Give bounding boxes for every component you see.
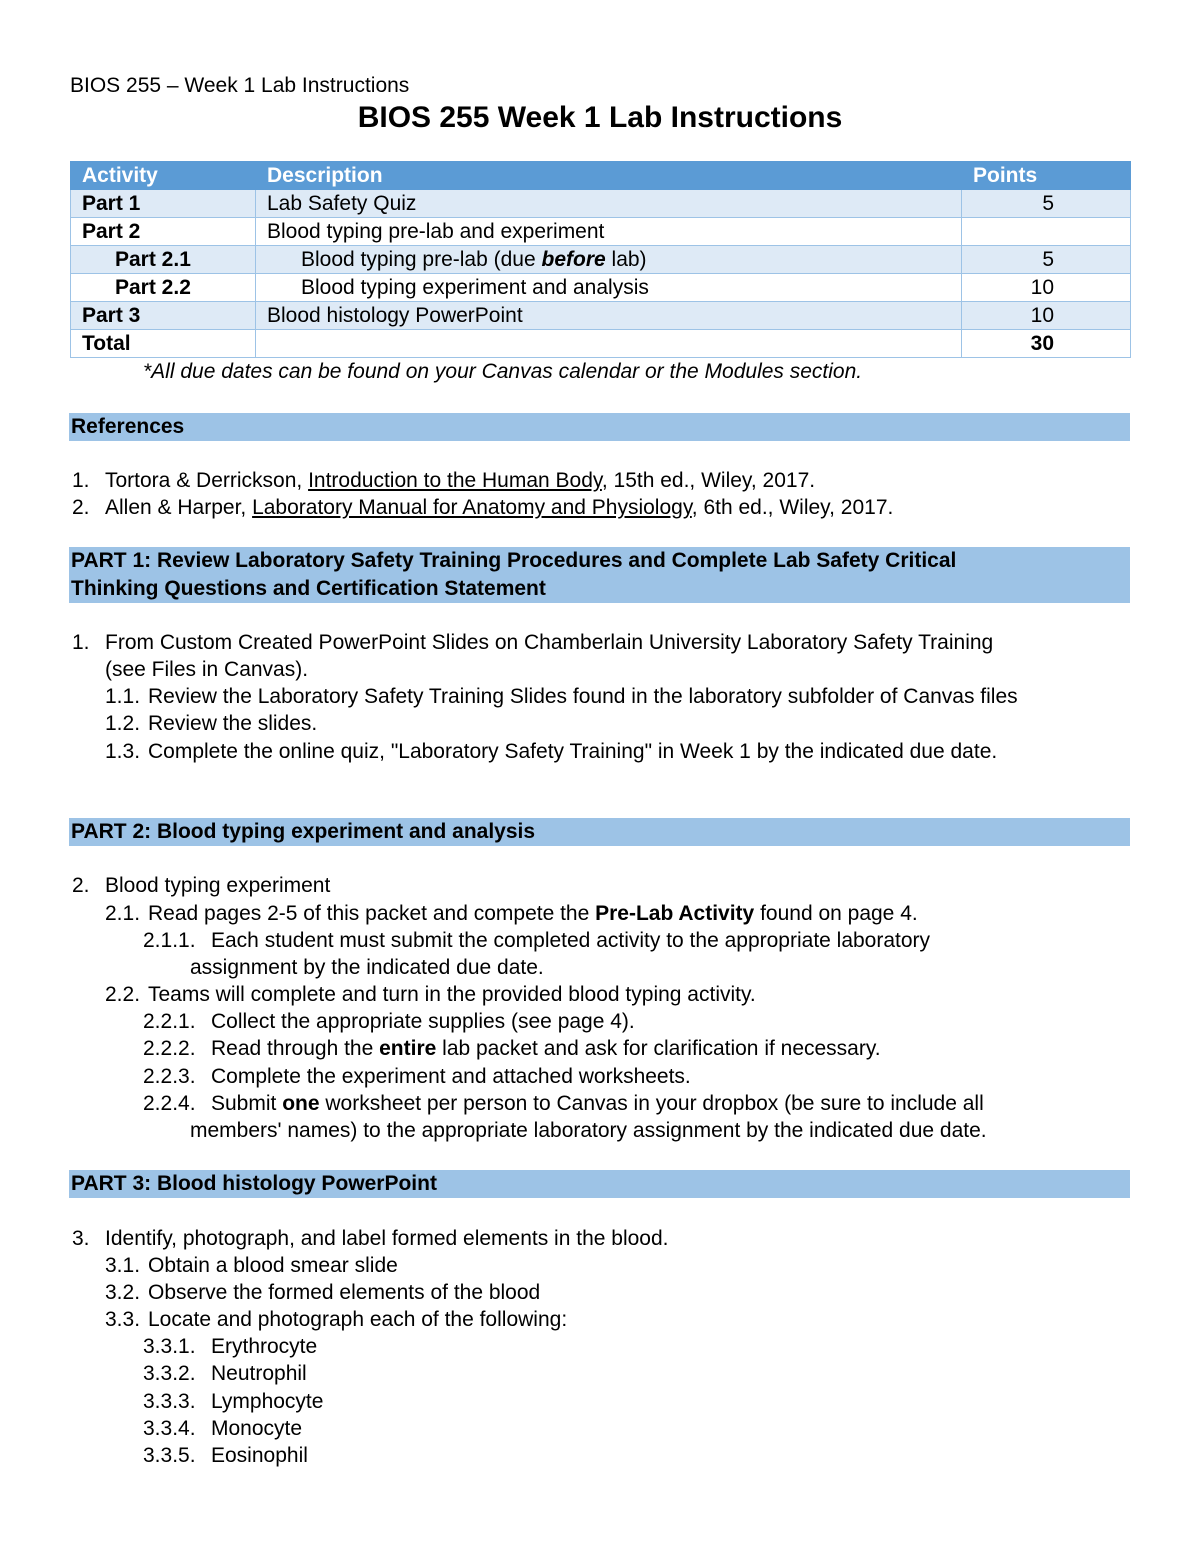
total-points-cell: 30 [962, 330, 1131, 358]
points-cell: 10 [962, 302, 1131, 330]
item-text: Submit [211, 1092, 283, 1115]
running-header: BIOS 255 – Week 1 Lab Instructions [70, 74, 410, 97]
list-number: 3.2. [105, 1281, 141, 1304]
list-number: 2.1. [105, 902, 141, 925]
list-item: Blood typing experiment [105, 874, 331, 897]
list-item [211, 1035, 881, 1062]
list-item-continued: assignment by the indicated due date. [190, 956, 544, 979]
item-emphasis: entire [379, 1037, 437, 1060]
page-title: BIOS 255 Week 1 Lab Instructions [357, 101, 843, 134]
part1-heading-line: PART 1: Review Laboratory Safety Training Procedures and Complete Lab Safety Critical [71, 549, 957, 572]
grading-table [70, 161, 1131, 358]
list-item: Neutrophil [211, 1362, 307, 1385]
points-cell [962, 218, 1131, 246]
list-item-continued: members' names) to the appropriate laboratory assignment by the indicated due date. [190, 1119, 987, 1142]
list-item: Obtain a blood smear slide [148, 1254, 398, 1277]
part1-heading [69, 547, 1130, 603]
part3-heading: PART 3: Blood histology PowerPoint [69, 1170, 1130, 1198]
description-cell [256, 330, 962, 358]
table-row [71, 190, 1131, 218]
list-number: 1.1. [105, 685, 141, 708]
list-number: 3.3.5. [143, 1444, 196, 1467]
list-number: 3.3. [105, 1308, 141, 1331]
activity-cell: Part 1 [71, 190, 256, 218]
description-cell: Blood histology PowerPoint [256, 302, 962, 330]
list-number: 2.2.4. [143, 1092, 196, 1115]
references-heading: References [69, 413, 1130, 441]
list-item: Teams will complete and turn in the provided blood typing activity. [148, 983, 756, 1006]
list-number: 3.3.4. [143, 1417, 196, 1440]
list-item: Eosinophil [211, 1444, 308, 1467]
description-cell: Blood typing pre-lab and experiment [256, 218, 962, 246]
item-emphasis: one [282, 1092, 320, 1115]
table-row [71, 246, 1131, 274]
column-header-activity: Activity [71, 162, 256, 190]
list-item: Lymphocyte [211, 1390, 324, 1413]
item-text: Read through the [211, 1037, 380, 1060]
description-cell: Blood typing experiment and analysis [256, 274, 962, 302]
column-header-points: Points [962, 162, 1131, 190]
activity-cell: Part 2 [71, 218, 256, 246]
activity-cell: Part 2.1 [71, 246, 256, 274]
points-cell: 10 [962, 274, 1131, 302]
list-number: 2. [72, 496, 90, 519]
list-number: 1.3. [105, 740, 141, 763]
list-item: Identify, photograph, and label formed elements in the blood. [105, 1227, 669, 1250]
list-item: Locate and photograph each of the following: [148, 1308, 568, 1331]
list-number: 1.2. [105, 712, 141, 735]
list-item: Each student must submit the completed activity to the appropriate laboratory [211, 929, 931, 952]
table-row [71, 218, 1131, 246]
reference-item [105, 467, 815, 494]
list-number: 2. [72, 874, 90, 897]
activity-cell: Part 2.2 [71, 274, 256, 302]
reference-title: Introduction to the Human Body [308, 469, 602, 492]
list-item: Review the slides. [148, 712, 318, 735]
list-item: Complete the online quiz, "Laboratory Safety Training" in Week 1 by the indicated due date. [148, 740, 998, 763]
list-item: Collect the appropriate supplies (see page 4). [211, 1010, 635, 1033]
item-text: worksheet per person to Canvas in your dropbox (be sure to include all [319, 1092, 984, 1115]
description-cell: Lab Safety Quiz [256, 190, 962, 218]
list-number: 2.2. [105, 983, 141, 1006]
reference-authors: Allen & Harper, [105, 496, 253, 519]
activity-cell: Part 3 [71, 302, 256, 330]
list-number: 3.3.1. [143, 1335, 196, 1358]
list-item: Observe the formed elements of the blood [148, 1281, 541, 1304]
list-item-continued: (see Files in Canvas). [105, 658, 309, 681]
points-cell: 5 [962, 190, 1131, 218]
description-text: Blood typing pre-lab (due [301, 247, 542, 271]
list-number: 1. [72, 631, 90, 654]
list-item: Review the Laboratory Safety Training Slides found in the laboratory subfolder of Canvas files [148, 685, 1018, 708]
activity-cell: Total [71, 330, 256, 358]
table-header-row [71, 162, 1131, 190]
column-header-description: Description [256, 162, 962, 190]
item-text: lab packet and ask for clarification if necessary. [436, 1037, 881, 1060]
description-text: lab) [605, 247, 647, 271]
table-row [71, 302, 1131, 330]
list-number: 1. [72, 469, 90, 492]
points-cell: 5 [962, 246, 1131, 274]
reference-details: , 15th ed., Wiley, 2017. [601, 469, 816, 492]
list-number: 2.2.3. [143, 1065, 196, 1088]
table-row-total [71, 330, 1131, 358]
part1-heading-line: Thinking Questions and Certification Statement [71, 577, 546, 600]
reference-details: , 6th ed., Wiley, 2017. [691, 496, 894, 519]
list-item: Monocyte [211, 1417, 303, 1440]
list-number: 3.1. [105, 1254, 141, 1277]
due-dates-note: *All due dates can be found on your Canvas calendar or the Modules section. [143, 360, 863, 383]
reference-title: Laboratory Manual for Anatomy and Physiology [252, 496, 692, 519]
list-number: 3.3.2. [143, 1362, 196, 1385]
reference-item [105, 494, 893, 521]
list-item: From Custom Created PowerPoint Slides on Chamberlain University Laboratory Safety Training [105, 631, 994, 654]
list-number: 2.2.1. [143, 1010, 196, 1033]
part2-heading: PART 2: Blood typing experiment and analysis [69, 818, 1130, 846]
list-item: Erythrocyte [211, 1335, 318, 1358]
item-emphasis: Pre-Lab Activity [595, 902, 755, 925]
list-number: 3.3.3. [143, 1390, 196, 1413]
item-text: Read pages 2-5 of this packet and compete the [148, 902, 596, 925]
table-row [71, 274, 1131, 302]
list-number: 3. [72, 1227, 90, 1250]
list-number: 2.2.2. [143, 1037, 196, 1060]
emphasis-text: before [541, 247, 606, 271]
list-item [148, 900, 918, 927]
list-item: Complete the experiment and attached worksheets. [211, 1065, 691, 1088]
description-cell [256, 246, 962, 274]
item-text: found on page 4. [754, 902, 918, 925]
list-item [211, 1090, 984, 1117]
reference-authors: Tortora & Derrickson, [105, 469, 309, 492]
list-number: 2.1.1. [143, 929, 196, 952]
